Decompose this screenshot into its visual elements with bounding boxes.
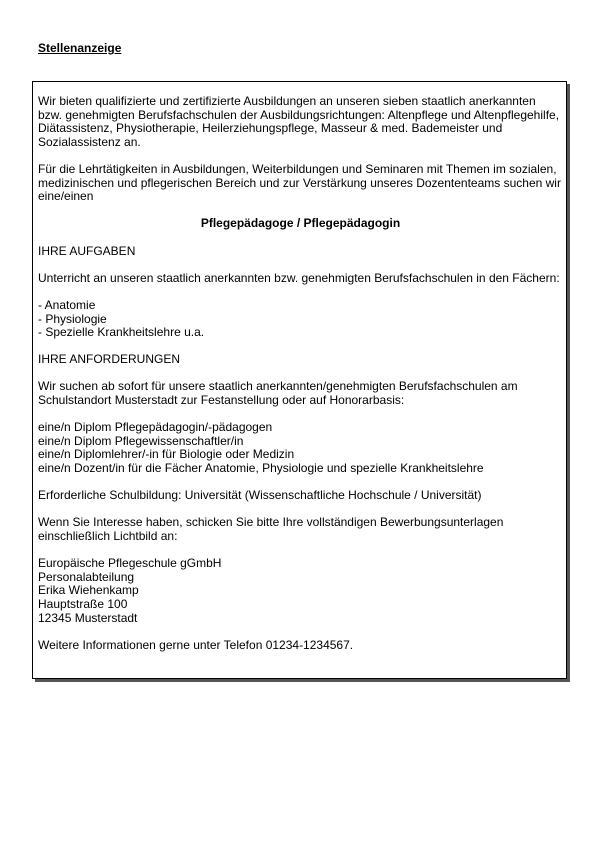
requirements-paragraph: [38, 380, 563, 407]
requirements-line: Schulstandort Musterstadt zur Festanstellung oder auf Honorarbasis:: [38, 393, 405, 408]
teaching-line: eine/einen: [38, 189, 94, 204]
page-title: Stellenanzeige: [38, 41, 122, 55]
address-line: Hauptstraße 100: [38, 596, 128, 611]
address-line: Europäische Pflegeschule gGmbH: [38, 556, 222, 571]
qualification-item: eine/n Diplomlehrer/-in für Biologie oder Medizin: [38, 447, 295, 462]
intro-line: Diätassistenz, Physiotherapie, Heilerziehungspflege, Masseur & med. Bademeister und: [38, 121, 503, 136]
subjects-list: [38, 299, 563, 340]
intro-line: bzw. genehmigten Berufsfachschulen der Ausbildungsrichtungen: Altenpflege und Altenpflegehilfe,: [38, 107, 560, 122]
tasks-heading: IHRE AUFGABEN: [38, 243, 136, 258]
qualification-item: eine/n Diplom Pflegewissenschaftler/in: [38, 433, 244, 448]
qualification-item: eine/n Dozent/in für die Fächer Anatomie, Physiologie und spezielle Krankheitslehre: [38, 461, 484, 476]
requirements-heading: IHRE ANFORDERUNGEN: [38, 352, 181, 367]
intro-line: Wir bieten qualifizierte und zertifizierte Ausbildungen an unseren sieben staatlich anerkannten: [38, 94, 536, 108]
job-ad-box: [32, 81, 567, 679]
tasks-text: Unterricht an unseren staatlich anerkannten bzw. genehmigten Berufsfachschulen in den Fächern:: [38, 270, 560, 285]
address-line: Erika Wiehenkamp: [38, 583, 139, 598]
subject-item: - Spezielle Krankheitslehre u.a.: [38, 325, 205, 340]
subject-item: - Anatomie: [38, 297, 96, 312]
teaching-line: medizinischen und pflegerischen Bereich und zur Verstärkung unseres Dozententeams suchen wir: [38, 175, 561, 190]
application-line: Wenn Sie Interesse haben, schicken Sie bitte Ihre vollständigen Bewerbungsunterlagen: [38, 515, 504, 530]
application-line: einschließlich Lichtbild an:: [38, 529, 178, 543]
contact-info: Weitere Informationen gerne unter Telefon 01234-1234567.: [38, 637, 354, 652]
qualifications-list: [38, 421, 563, 475]
requirements-line: Wir suchen ab sofort für unsere staatlich anerkannten/genehmigten Berufsfachschulen am: [38, 379, 518, 394]
teaching-paragraph: [38, 163, 563, 204]
address-line: 12345 Musterstadt: [38, 610, 138, 625]
intro-line: Sozialassistenz an.: [38, 134, 141, 149]
intro-paragraph: [38, 95, 563, 149]
teaching-line: Für die Lehrtätigkeiten in Ausbildungen, Weiterbildungen und Seminaren mit Themen im sozialen,: [38, 161, 557, 176]
job-title: Pflegepädagoge / Pflegepädagogin: [200, 216, 401, 231]
address-line: Personalabteilung: [38, 569, 135, 584]
subject-item: - Physiologie: [38, 311, 107, 326]
address-block: [38, 557, 563, 625]
application-paragraph: [38, 516, 563, 543]
qualification-item: eine/n Diplom Pflegepädagogin/-pädagogen: [38, 420, 273, 435]
education-requirement: Erforderliche Schulbildung: Universität (Wissenschaftliche Hochschule / Universität): [38, 488, 482, 503]
job-ad-content: [38, 95, 563, 652]
